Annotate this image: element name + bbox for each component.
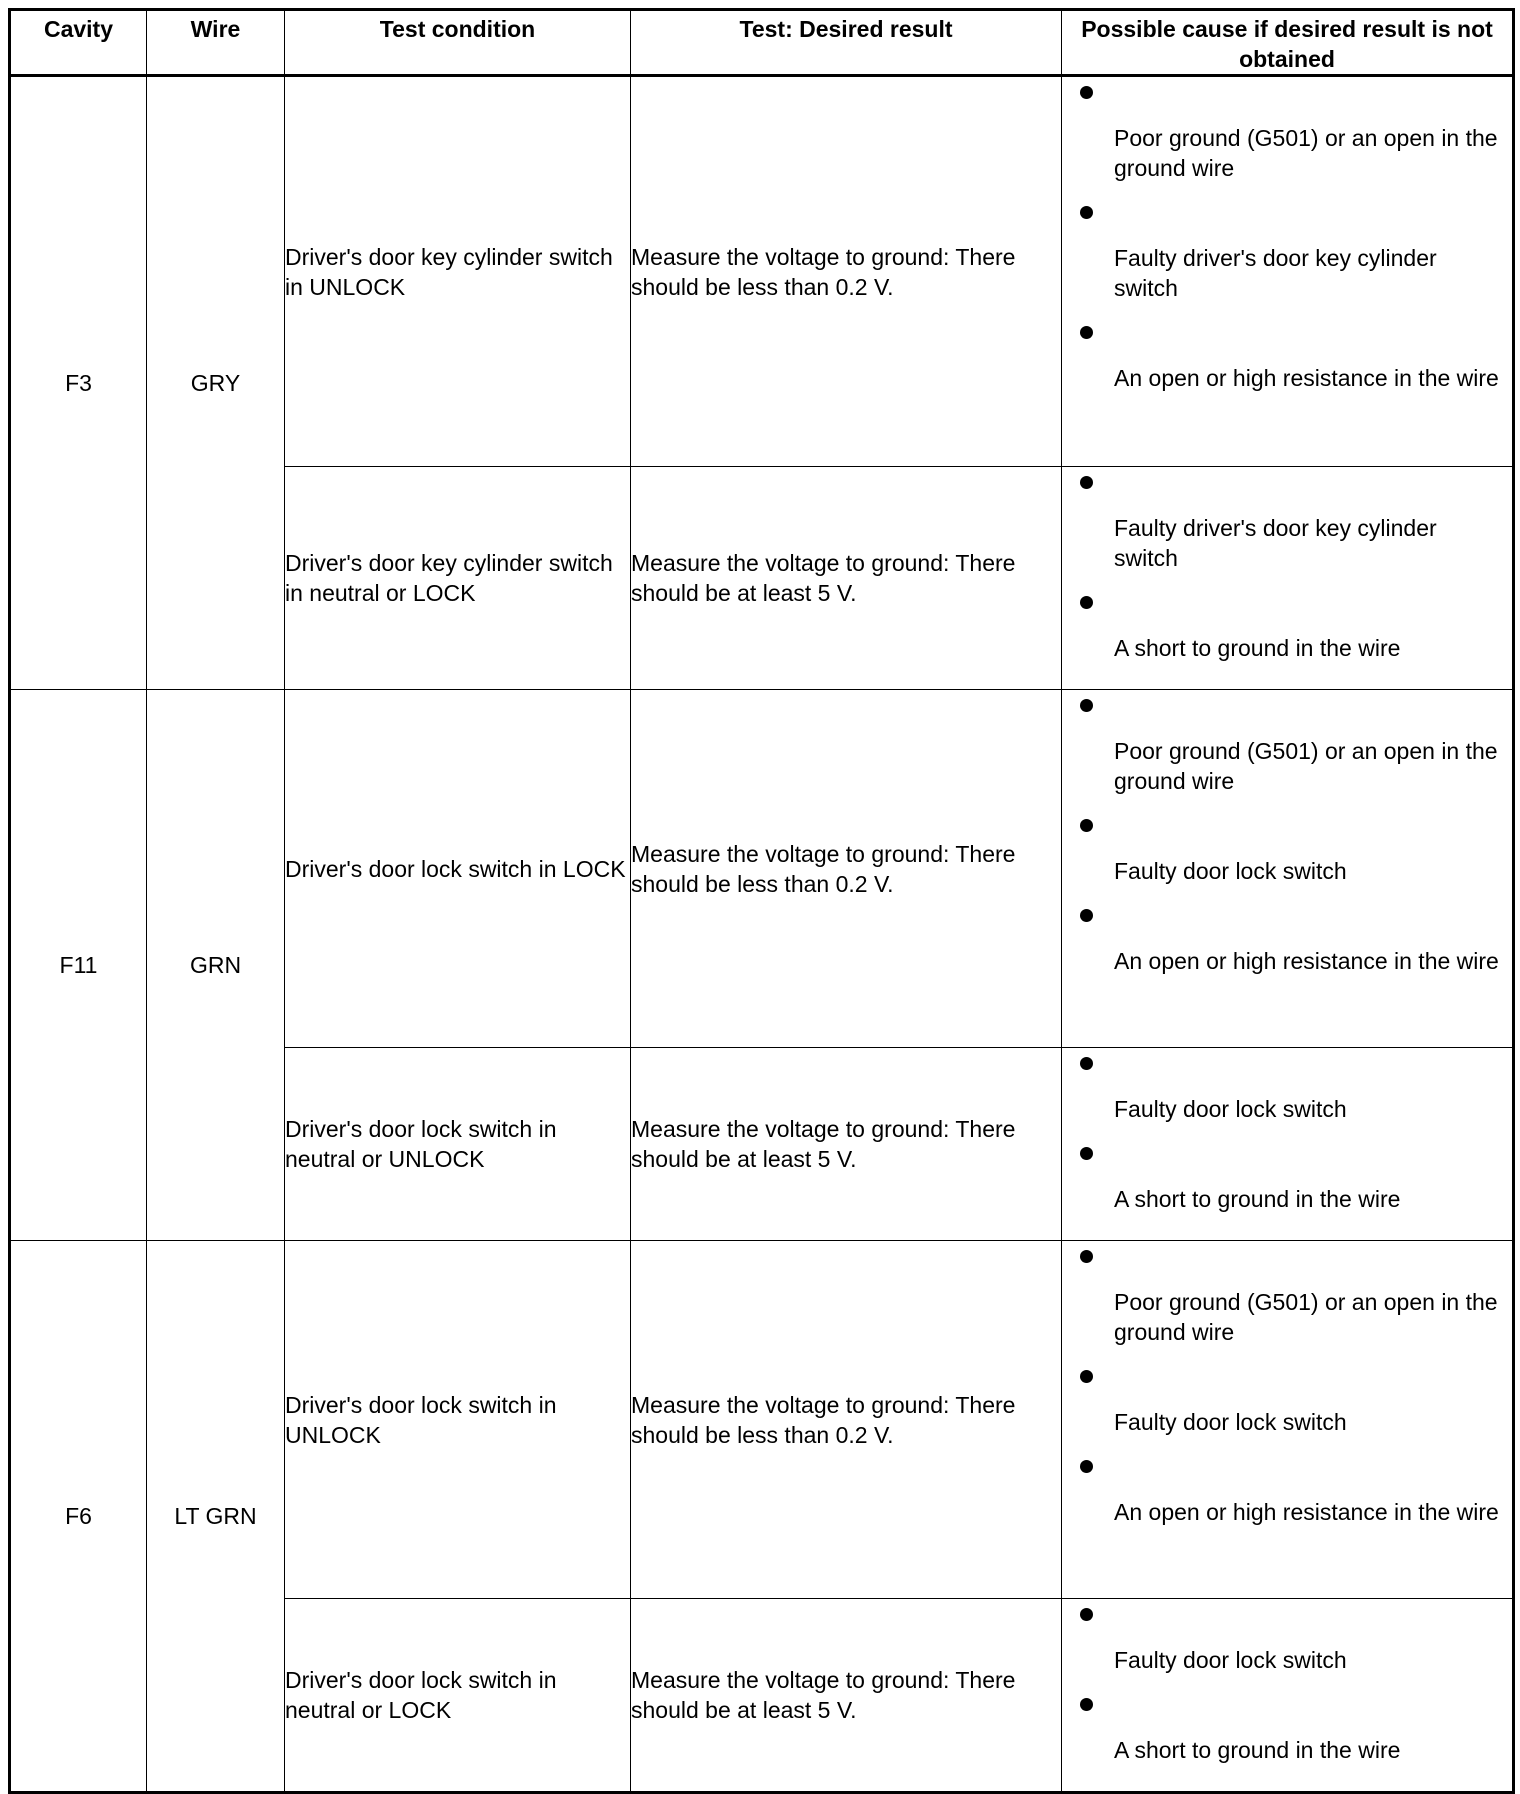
cavity-cell: F6: [10, 1241, 147, 1793]
cause-text: Poor ground (G501) or an open in the ground wire: [1114, 125, 1498, 181]
cause-text: Poor ground (G501) or an open in the ground wire: [1114, 1289, 1498, 1345]
test-condition-cell: Driver's door lock switch in neutral or UNLOCK: [285, 1048, 631, 1241]
cause-text: An open or high resistance in the wire: [1114, 365, 1499, 391]
table-row: [10, 690, 1514, 1048]
cause-text: Poor ground (G501) or an open in the ground wire: [1114, 738, 1498, 794]
bullet-icon: [1080, 1460, 1093, 1473]
header-test-result: Test: Desired result: [631, 10, 1062, 76]
bullet-icon: [1080, 1370, 1093, 1383]
cause-text: A short to ground in the wire: [1114, 635, 1401, 661]
list-item: [1062, 1241, 1512, 1361]
bullet-icon: [1080, 1057, 1093, 1070]
cause-list: [1062, 77, 1512, 393]
possible-cause-cell: [1062, 76, 1514, 467]
cause-list: [1062, 1599, 1512, 1765]
bullet-icon: [1080, 699, 1093, 712]
bullet-icon: [1080, 1698, 1093, 1711]
cause-list: [1062, 690, 1512, 976]
test-result-cell: Measure the voltage to ground: There should be at least 5 V.: [631, 467, 1062, 690]
list-item: [1062, 587, 1512, 663]
cause-text: Faulty door lock switch: [1114, 1096, 1347, 1122]
wire-cell: LT GRN: [147, 1241, 285, 1793]
header-row: [10, 10, 1514, 76]
bullet-icon: [1080, 909, 1093, 922]
cause-list: [1062, 1048, 1512, 1214]
list-item: [1062, 1361, 1512, 1451]
list-item: [1062, 810, 1512, 900]
cause-list: [1062, 1241, 1512, 1527]
bullet-icon: [1080, 1250, 1093, 1263]
list-item: [1062, 1689, 1512, 1765]
bullet-icon: [1080, 476, 1093, 489]
header-wire: Wire: [147, 10, 285, 76]
test-table: [8, 8, 1515, 1794]
header-cavity: Cavity: [10, 10, 147, 76]
cause-text: An open or high resistance in the wire: [1114, 948, 1499, 974]
list-item: [1062, 1138, 1512, 1214]
test-condition-cell: Driver's door lock switch in LOCK: [285, 690, 631, 1048]
list-item: [1062, 197, 1512, 317]
cause-text: An open or high resistance in the wire: [1114, 1499, 1499, 1525]
bullet-icon: [1080, 206, 1093, 219]
bullet-icon: [1080, 1147, 1093, 1160]
test-condition-cell: Driver's door lock switch in UNLOCK: [285, 1241, 631, 1599]
bullet-icon: [1080, 596, 1093, 609]
cause-text: Faulty driver's door key cylinder switch: [1114, 245, 1437, 301]
wire-cell: GRN: [147, 690, 285, 1241]
bullet-icon: [1080, 1608, 1093, 1621]
table-row: [10, 1241, 1514, 1599]
possible-cause-cell: [1062, 1048, 1514, 1241]
cause-text: Faulty door lock switch: [1114, 1647, 1347, 1673]
possible-cause-cell: [1062, 1599, 1514, 1793]
possible-cause-cell: [1062, 467, 1514, 690]
test-condition-cell: Driver's door key cylinder switch in neutral or LOCK: [285, 467, 631, 690]
cavity-cell: F3: [10, 76, 147, 690]
list-item: [1062, 690, 1512, 810]
list-item: [1062, 900, 1512, 976]
cause-text: Faulty door lock switch: [1114, 1409, 1347, 1435]
test-result-cell: Measure the voltage to ground: There should be less than 0.2 V.: [631, 76, 1062, 467]
cause-text: A short to ground in the wire: [1114, 1737, 1401, 1763]
header-test-condition: Test condition: [285, 10, 631, 76]
possible-cause-cell: [1062, 690, 1514, 1048]
cause-text: Faulty door lock switch: [1114, 858, 1347, 884]
wire-cell: GRY: [147, 76, 285, 690]
test-result-cell: Measure the voltage to ground: There should be at least 5 V.: [631, 1599, 1062, 1793]
list-item: [1062, 1451, 1512, 1527]
header-possible-cause: Possible cause if desired result is not obtained: [1062, 10, 1514, 76]
cause-list: [1062, 467, 1512, 663]
list-item: [1062, 467, 1512, 587]
list-item: [1062, 1599, 1512, 1689]
test-condition-cell: Driver's door lock switch in neutral or LOCK: [285, 1599, 631, 1793]
test-result-cell: Measure the voltage to ground: There should be at least 5 V.: [631, 1048, 1062, 1241]
cause-text: Faulty driver's door key cylinder switch: [1114, 515, 1437, 571]
possible-cause-cell: [1062, 1241, 1514, 1599]
cavity-cell: F11: [10, 690, 147, 1241]
test-condition-cell: Driver's door key cylinder switch in UNLOCK: [285, 76, 631, 467]
bullet-icon: [1080, 819, 1093, 832]
test-result-cell: Measure the voltage to ground: There should be less than 0.2 V.: [631, 690, 1062, 1048]
list-item: [1062, 77, 1512, 197]
test-result-cell: Measure the voltage to ground: There should be less than 0.2 V.: [631, 1241, 1062, 1599]
list-item: [1062, 317, 1512, 393]
cause-text: A short to ground in the wire: [1114, 1186, 1401, 1212]
bullet-icon: [1080, 86, 1093, 99]
table-row: [10, 76, 1514, 467]
list-item: [1062, 1048, 1512, 1138]
bullet-icon: [1080, 326, 1093, 339]
